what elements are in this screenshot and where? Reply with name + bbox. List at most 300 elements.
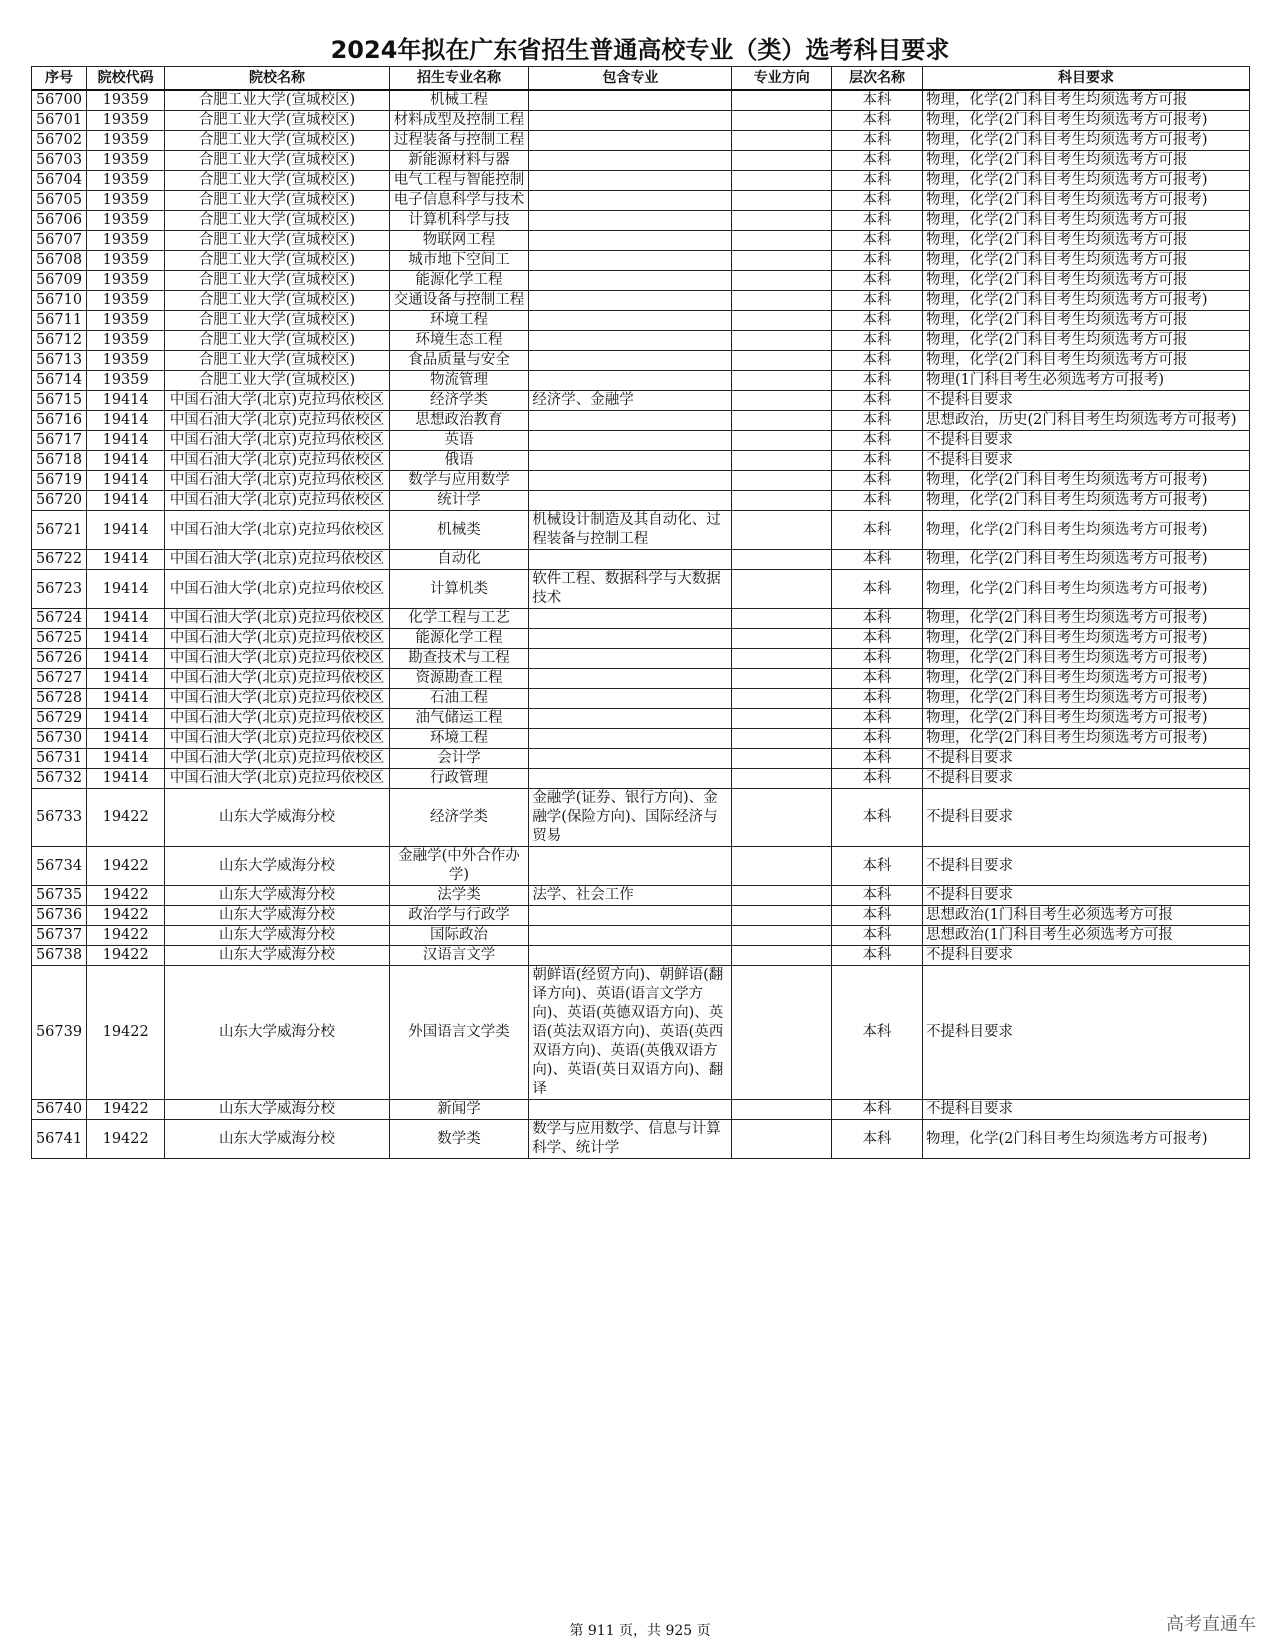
- direction-cell: [732, 669, 831, 689]
- subject-requirement-cell: 物理，化学(2门科目考生均须选考方可报: [922, 251, 1249, 271]
- direction-cell: [732, 111, 831, 131]
- major-name-cell: 统计学: [389, 491, 529, 511]
- school-code-cell: 19359: [87, 151, 165, 171]
- included-majors-cell: [529, 331, 732, 351]
- school-code-cell: 19359: [87, 251, 165, 271]
- table-row: [32, 371, 1250, 391]
- major-name-cell: 能源化学工程: [389, 629, 529, 649]
- school-name-cell: 中国石油大学(北京)克拉玛依校区: [165, 471, 389, 491]
- included-majors-cell: [529, 171, 732, 191]
- subject-requirement-cell: 不提科目要求: [922, 431, 1249, 451]
- direction-cell: [732, 291, 831, 311]
- included-majors-cell: [529, 906, 732, 926]
- row-number-cell: 56730: [32, 729, 87, 749]
- subject-requirement-cell: 不提科目要求: [922, 1100, 1249, 1120]
- level-cell: 本科: [831, 151, 922, 171]
- included-majors-cell: [529, 311, 732, 331]
- row-number-cell: 56716: [32, 411, 87, 431]
- table-row: [32, 391, 1250, 411]
- row-number-cell: 56734: [32, 847, 87, 886]
- school-name-cell: 中国石油大学(北京)克拉玛依校区: [165, 609, 389, 629]
- level-cell: 本科: [831, 171, 922, 191]
- major-name-cell: 资源勘查工程: [389, 669, 529, 689]
- direction-cell: [732, 886, 831, 906]
- major-name-cell: 食品质量与安全: [389, 351, 529, 371]
- direction-cell: [732, 371, 831, 391]
- table-row: [32, 789, 1250, 847]
- table-row: [32, 431, 1250, 451]
- subject-requirement-cell: 物理，化学(2门科目考生均须选考方可报考): [922, 491, 1249, 511]
- included-majors-cell: [529, 271, 732, 291]
- subject-requirement-cell: 物理，化学(2门科目考生均须选考方可报考): [922, 649, 1249, 669]
- major-name-cell: 数学与应用数学: [389, 471, 529, 491]
- school-code-cell: 19422: [87, 789, 165, 847]
- direction-cell: [732, 251, 831, 271]
- table-row: [32, 491, 1250, 511]
- subject-requirement-cell: 物理，化学(2门科目考生均须选考方可报: [922, 331, 1249, 351]
- major-name-cell: 电气工程与智能控制: [389, 171, 529, 191]
- row-number-cell: 56725: [32, 629, 87, 649]
- row-number-cell: 56708: [32, 251, 87, 271]
- level-cell: 本科: [831, 271, 922, 291]
- major-name-cell: 城市地下空间工: [389, 251, 529, 271]
- table-row: [32, 966, 1250, 1100]
- level-cell: 本科: [831, 847, 922, 886]
- subject-requirement-cell: 物理，化学(2门科目考生均须选考方可报考): [922, 511, 1249, 550]
- subject-requirement-cell: 物理，化学(2门科目考生均须选考方可报考): [922, 709, 1249, 729]
- school-name-cell: 合肥工业大学(宣城校区): [165, 331, 389, 351]
- major-name-cell: 法学类: [389, 886, 529, 906]
- major-name-cell: 新能源材料与器: [389, 151, 529, 171]
- subject-requirement-cell: 物理，化学(2门科目考生均须选考方可报考): [922, 550, 1249, 570]
- school-name-cell: 中国石油大学(北京)克拉玛依校区: [165, 511, 389, 550]
- table-row: [32, 271, 1250, 291]
- direction-cell: [732, 649, 831, 669]
- included-majors-cell: [529, 491, 732, 511]
- subject-requirement-cell: 思想政治，历史(2门科目考生均须选考方可报考): [922, 411, 1249, 431]
- major-name-cell: 俄语: [389, 451, 529, 471]
- major-name-cell: 环境工程: [389, 729, 529, 749]
- subject-requirement-cell: 物理，化学(2门科目考生均须选考方可报考): [922, 471, 1249, 491]
- included-majors-cell: [529, 291, 732, 311]
- level-cell: 本科: [831, 451, 922, 471]
- major-name-cell: 自动化: [389, 550, 529, 570]
- school-name-cell: 合肥工业大学(宣城校区): [165, 231, 389, 251]
- subject-requirement-cell: 物理(1门科目考生必须选考方可报考): [922, 371, 1249, 391]
- table-row: [32, 171, 1250, 191]
- included-majors-cell: [529, 550, 732, 570]
- school-code-cell: 19414: [87, 709, 165, 729]
- direction-cell: [732, 191, 831, 211]
- school-code-cell: 19414: [87, 471, 165, 491]
- subject-requirement-cell: 不提科目要求: [922, 749, 1249, 769]
- school-code-cell: 19414: [87, 451, 165, 471]
- header-cell: 包含专业: [529, 67, 732, 91]
- school-name-cell: 中国石油大学(北京)克拉玛依校区: [165, 709, 389, 729]
- table-row: [32, 111, 1250, 131]
- major-name-cell: 交通设备与控制工程: [389, 291, 529, 311]
- major-name-cell: 物流管理: [389, 371, 529, 391]
- direction-cell: [732, 131, 831, 151]
- school-name-cell: 合肥工业大学(宣城校区): [165, 211, 389, 231]
- school-code-cell: 19359: [87, 90, 165, 111]
- direction-cell: [732, 471, 831, 491]
- row-number-cell: 56713: [32, 351, 87, 371]
- school-code-cell: 19359: [87, 331, 165, 351]
- table-row: [32, 471, 1250, 491]
- table-row: [32, 729, 1250, 749]
- row-number-cell: 56701: [32, 111, 87, 131]
- subject-requirement-cell: 不提科目要求: [922, 451, 1249, 471]
- row-number-cell: 56709: [32, 271, 87, 291]
- direction-cell: [732, 90, 831, 111]
- included-majors-cell: 机械设计制造及其自动化、过程装备与控制工程: [529, 511, 732, 550]
- school-name-cell: 山东大学威海分校: [165, 946, 389, 966]
- row-number-cell: 56704: [32, 171, 87, 191]
- table-row: [32, 511, 1250, 550]
- major-name-cell: 行政管理: [389, 769, 529, 789]
- subject-requirement-cell: 物理，化学(2门科目考生均须选考方可报考): [922, 291, 1249, 311]
- school-name-cell: 中国石油大学(北京)克拉玛依校区: [165, 689, 389, 709]
- subject-requirement-cell: 物理，化学(2门科目考生均须选考方可报: [922, 311, 1249, 331]
- subject-requirement-cell: 不提科目要求: [922, 769, 1249, 789]
- included-majors-cell: [529, 769, 732, 789]
- included-majors-cell: [529, 131, 732, 151]
- level-cell: 本科: [831, 906, 922, 926]
- direction-cell: [732, 511, 831, 550]
- table-row: [32, 906, 1250, 926]
- row-number-cell: 56737: [32, 926, 87, 946]
- table-row: [32, 151, 1250, 171]
- subject-requirement-cell: 物理，化学(2门科目考生均须选考方可报考): [922, 729, 1249, 749]
- direction-cell: [732, 1120, 831, 1159]
- major-name-cell: 机械类: [389, 511, 529, 550]
- table-row: [32, 351, 1250, 371]
- row-number-cell: 56729: [32, 709, 87, 729]
- major-name-cell: 勘查技术与工程: [389, 649, 529, 669]
- row-number-cell: 56726: [32, 649, 87, 669]
- level-cell: 本科: [831, 471, 922, 491]
- school-name-cell: 中国石油大学(北京)克拉玛依校区: [165, 550, 389, 570]
- included-majors-cell: [529, 451, 732, 471]
- school-name-cell: 合肥工业大学(宣城校区): [165, 271, 389, 291]
- level-cell: 本科: [831, 629, 922, 649]
- row-number-cell: 56715: [32, 391, 87, 411]
- major-name-cell: 金融学(中外合作办学): [389, 847, 529, 886]
- school-name-cell: 合肥工业大学(宣城校区): [165, 191, 389, 211]
- table-row: [32, 709, 1250, 729]
- table-row: [32, 609, 1250, 629]
- subject-requirement-cell: 物理，化学(2门科目考生均须选考方可报考): [922, 1120, 1249, 1159]
- school-code-cell: 19359: [87, 351, 165, 371]
- school-code-cell: 19422: [87, 886, 165, 906]
- school-name-cell: 中国石油大学(北京)克拉玛依校区: [165, 431, 389, 451]
- row-number-cell: 56702: [32, 131, 87, 151]
- table-row: [32, 886, 1250, 906]
- included-majors-cell: 数学与应用数学、信息与计算科学、统计学: [529, 1120, 732, 1159]
- direction-cell: [732, 391, 831, 411]
- major-name-cell: 计算机类: [389, 570, 529, 609]
- school-name-cell: 合肥工业大学(宣城校区): [165, 171, 389, 191]
- school-name-cell: 中国石油大学(北京)克拉玛依校区: [165, 451, 389, 471]
- subject-requirement-cell: 思想政治(1门科目考生必须选考方可报: [922, 906, 1249, 926]
- level-cell: 本科: [831, 431, 922, 451]
- subject-requirement-cell: 物理，化学(2门科目考生均须选考方可报: [922, 151, 1249, 171]
- direction-cell: [732, 231, 831, 251]
- school-name-cell: 中国石油大学(北京)克拉玛依校区: [165, 669, 389, 689]
- subject-requirement-cell: 物理，化学(2门科目考生均须选考方可报: [922, 90, 1249, 111]
- included-majors-cell: [529, 431, 732, 451]
- school-name-cell: 中国石油大学(北京)克拉玛依校区: [165, 649, 389, 669]
- major-name-cell: 政治学与行政学: [389, 906, 529, 926]
- school-code-cell: 19422: [87, 847, 165, 886]
- row-number-cell: 56703: [32, 151, 87, 171]
- page-title: 2024年拟在广东省招生普通高校专业（类）选考科目要求: [330, 36, 950, 64]
- header-cell: 院校名称: [165, 67, 389, 91]
- table-row: [32, 331, 1250, 351]
- included-majors-cell: [529, 151, 732, 171]
- table-row: [32, 749, 1250, 769]
- table-row: [32, 90, 1250, 111]
- included-majors-cell: 朝鲜语(经贸方向)、朝鲜语(翻译方向)、英语(语言文学方向)、英语(英德双语方向)、英语(英法双语方向)、英语(英西双语方向)、英语(英俄双语方向)、英语(英日双语方向)、翻译: [529, 966, 732, 1100]
- included-majors-cell: [529, 669, 732, 689]
- school-code-cell: 19414: [87, 729, 165, 749]
- included-majors-cell: [529, 411, 732, 431]
- included-majors-cell: [529, 351, 732, 371]
- table-row: [32, 629, 1250, 649]
- row-number-cell: 56721: [32, 511, 87, 550]
- major-name-cell: 石油工程: [389, 689, 529, 709]
- level-cell: 本科: [831, 511, 922, 550]
- direction-cell: [732, 151, 831, 171]
- direction-cell: [732, 1100, 831, 1120]
- level-cell: 本科: [831, 550, 922, 570]
- subject-requirement-cell: 物理，化学(2门科目考生均须选考方可报考): [922, 669, 1249, 689]
- school-code-cell: 19414: [87, 769, 165, 789]
- direction-cell: [732, 550, 831, 570]
- level-cell: 本科: [831, 371, 922, 391]
- school-name-cell: 山东大学威海分校: [165, 1100, 389, 1120]
- table-row: [32, 550, 1250, 570]
- school-name-cell: 合肥工业大学(宣城校区): [165, 151, 389, 171]
- school-name-cell: 中国石油大学(北京)克拉玛依校区: [165, 391, 389, 411]
- school-code-cell: 19414: [87, 391, 165, 411]
- major-name-cell: 能源化学工程: [389, 271, 529, 291]
- header-cell: 院校代码: [87, 67, 165, 91]
- level-cell: 本科: [831, 131, 922, 151]
- included-majors-cell: [529, 371, 732, 391]
- school-code-cell: 19359: [87, 291, 165, 311]
- table-row: [32, 1120, 1250, 1159]
- direction-cell: [732, 729, 831, 749]
- school-code-cell: 19359: [87, 311, 165, 331]
- level-cell: 本科: [831, 649, 922, 669]
- direction-cell: [732, 431, 831, 451]
- school-code-cell: 19359: [87, 231, 165, 251]
- subject-requirement-cell: 不提科目要求: [922, 886, 1249, 906]
- school-code-cell: 19359: [87, 211, 165, 231]
- header-cell: 序号: [32, 67, 87, 91]
- direction-cell: [732, 451, 831, 471]
- major-name-cell: 机械工程: [389, 90, 529, 111]
- level-cell: 本科: [831, 946, 922, 966]
- included-majors-cell: [529, 847, 732, 886]
- school-code-cell: 19422: [87, 946, 165, 966]
- row-number-cell: 56731: [32, 749, 87, 769]
- school-name-cell: 山东大学威海分校: [165, 1120, 389, 1159]
- level-cell: 本科: [831, 251, 922, 271]
- included-majors-cell: [529, 749, 732, 769]
- row-number-cell: 56736: [32, 906, 87, 926]
- subject-requirement-cell: 物理，化学(2门科目考生均须选考方可报考): [922, 111, 1249, 131]
- subject-requirement-cell: 物理，化学(2门科目考生均须选考方可报考): [922, 171, 1249, 191]
- school-code-cell: 19414: [87, 689, 165, 709]
- school-code-cell: 19359: [87, 111, 165, 131]
- school-name-cell: 山东大学威海分校: [165, 789, 389, 847]
- included-majors-cell: [529, 191, 732, 211]
- row-number-cell: 56719: [32, 471, 87, 491]
- direction-cell: [732, 926, 831, 946]
- school-code-cell: 19414: [87, 411, 165, 431]
- watermark: 高考直通车: [1166, 1614, 1256, 1635]
- table-row: [32, 291, 1250, 311]
- school-name-cell: 合肥工业大学(宣城校区): [165, 291, 389, 311]
- direction-cell: [732, 769, 831, 789]
- level-cell: 本科: [831, 886, 922, 906]
- direction-cell: [732, 211, 831, 231]
- school-code-cell: 19422: [87, 1100, 165, 1120]
- level-cell: 本科: [831, 789, 922, 847]
- direction-cell: [732, 946, 831, 966]
- school-code-cell: 19414: [87, 649, 165, 669]
- header-cell: 科目要求: [922, 67, 1249, 91]
- major-name-cell: 会计学: [389, 749, 529, 769]
- table-row: [32, 411, 1250, 431]
- direction-cell: [732, 331, 831, 351]
- row-number-cell: 56741: [32, 1120, 87, 1159]
- school-code-cell: 19422: [87, 966, 165, 1100]
- school-name-cell: 中国石油大学(北京)克拉玛依校区: [165, 491, 389, 511]
- row-number-cell: 56700: [32, 90, 87, 111]
- subject-requirement-cell: 不提科目要求: [922, 966, 1249, 1100]
- subject-requirement-cell: 物理，化学(2门科目考生均须选考方可报: [922, 231, 1249, 251]
- level-cell: 本科: [831, 491, 922, 511]
- school-code-cell: 19414: [87, 749, 165, 769]
- row-number-cell: 56711: [32, 311, 87, 331]
- included-majors-cell: [529, 211, 732, 231]
- level-cell: 本科: [831, 966, 922, 1100]
- subject-requirement-cell: 物理，化学(2门科目考生均须选考方可报考): [922, 570, 1249, 609]
- school-code-cell: 19422: [87, 1120, 165, 1159]
- direction-cell: [732, 570, 831, 609]
- row-number-cell: 56740: [32, 1100, 87, 1120]
- school-code-cell: 19422: [87, 906, 165, 926]
- school-code-cell: 19359: [87, 171, 165, 191]
- school-name-cell: 合肥工业大学(宣城校区): [165, 251, 389, 271]
- level-cell: 本科: [831, 391, 922, 411]
- included-majors-cell: [529, 926, 732, 946]
- major-name-cell: 物联网工程: [389, 231, 529, 251]
- table-row: [32, 231, 1250, 251]
- included-majors-cell: [529, 251, 732, 271]
- row-number-cell: 56739: [32, 966, 87, 1100]
- direction-cell: [732, 966, 831, 1100]
- direction-cell: [732, 609, 831, 629]
- header-cell: 专业方向: [732, 67, 831, 91]
- table-row: [32, 946, 1250, 966]
- school-code-cell: 19414: [87, 669, 165, 689]
- row-number-cell: 56728: [32, 689, 87, 709]
- level-cell: 本科: [831, 749, 922, 769]
- school-name-cell: 山东大学威海分校: [165, 847, 389, 886]
- header-cell: 层次名称: [831, 67, 922, 91]
- major-name-cell: 化学工程与工艺: [389, 609, 529, 629]
- subject-requirement-cell: 物理，化学(2门科目考生均须选考方可报考): [922, 609, 1249, 629]
- school-name-cell: 合肥工业大学(宣城校区): [165, 131, 389, 151]
- row-number-cell: 56733: [32, 789, 87, 847]
- included-majors-cell: [529, 609, 732, 629]
- direction-cell: [732, 311, 831, 331]
- table-row: [32, 451, 1250, 471]
- major-name-cell: 外国语言文学类: [389, 966, 529, 1100]
- table-header-row: [32, 67, 1250, 91]
- table-row: [32, 311, 1250, 331]
- row-number-cell: 56706: [32, 211, 87, 231]
- school-name-cell: 山东大学威海分校: [165, 926, 389, 946]
- direction-cell: [732, 847, 831, 886]
- included-majors-cell: [529, 1100, 732, 1120]
- level-cell: 本科: [831, 311, 922, 331]
- table-row: [32, 191, 1250, 211]
- row-number-cell: 56707: [32, 231, 87, 251]
- table-row: [32, 769, 1250, 789]
- table-row: [32, 1100, 1250, 1120]
- level-cell: 本科: [831, 111, 922, 131]
- subject-requirement-cell: 物理，化学(2门科目考生均须选考方可报考): [922, 629, 1249, 649]
- row-number-cell: 56720: [32, 491, 87, 511]
- included-majors-cell: [529, 729, 732, 749]
- included-majors-cell: [529, 111, 732, 131]
- row-number-cell: 56738: [32, 946, 87, 966]
- level-cell: 本科: [831, 351, 922, 371]
- level-cell: 本科: [831, 191, 922, 211]
- major-name-cell: 环境工程: [389, 311, 529, 331]
- row-number-cell: 56732: [32, 769, 87, 789]
- table-row: [32, 926, 1250, 946]
- row-number-cell: 56718: [32, 451, 87, 471]
- direction-cell: [732, 689, 831, 709]
- included-majors-cell: 软件工程、数据科学与大数据技术: [529, 570, 732, 609]
- school-name-cell: 合肥工业大学(宣城校区): [165, 351, 389, 371]
- school-name-cell: 中国石油大学(北京)克拉玛依校区: [165, 570, 389, 609]
- direction-cell: [732, 709, 831, 729]
- major-name-cell: 英语: [389, 431, 529, 451]
- row-number-cell: 56705: [32, 191, 87, 211]
- level-cell: 本科: [831, 291, 922, 311]
- level-cell: 本科: [831, 669, 922, 689]
- major-name-cell: 经济学类: [389, 789, 529, 847]
- subject-requirement-cell: 不提科目要求: [922, 391, 1249, 411]
- subject-requirement-cell: 物理，化学(2门科目考生均须选考方可报: [922, 211, 1249, 231]
- row-number-cell: 56735: [32, 886, 87, 906]
- included-majors-cell: [529, 231, 732, 251]
- table-row: [32, 649, 1250, 669]
- direction-cell: [732, 171, 831, 191]
- direction-cell: [732, 629, 831, 649]
- subject-requirement-cell: 物理，化学(2门科目考生均须选考方可报: [922, 271, 1249, 291]
- subject-requirement-cell: 物理，化学(2门科目考生均须选考方可报: [922, 351, 1249, 371]
- included-majors-cell: 金融学(证券、银行方向)、金融学(保险方向)、国际经济与贸易: [529, 789, 732, 847]
